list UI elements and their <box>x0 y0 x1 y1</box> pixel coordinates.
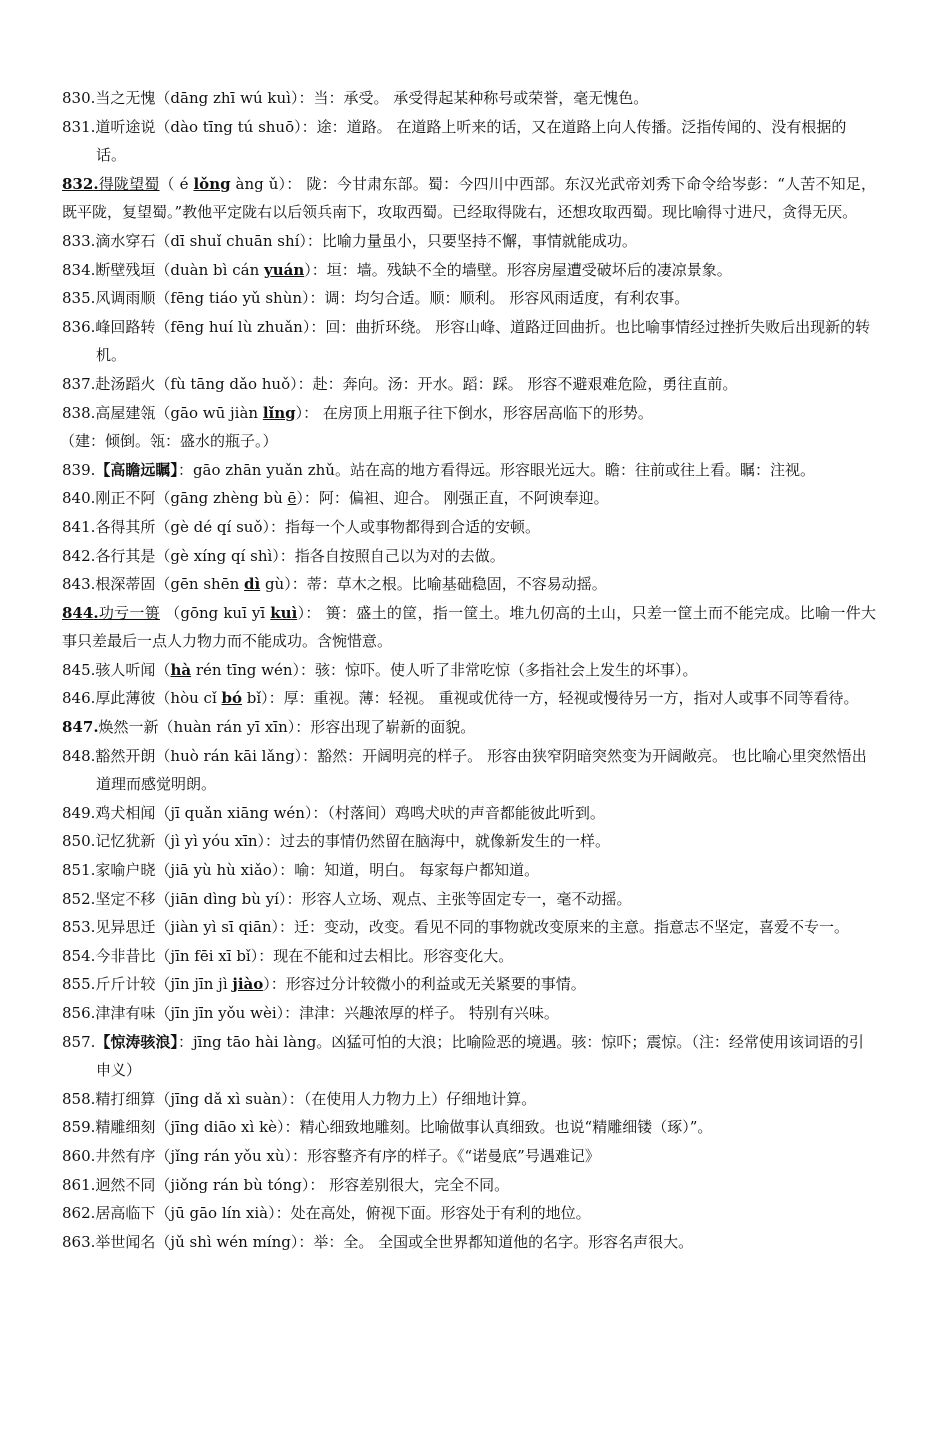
entry-text: 坚定不移（jiān dìng bù yí）：形容人立场、观点、主张等固定专一，毫不动摇。 <box>95 889 632 908</box>
entry-number: 847 <box>62 718 94 737</box>
entry-number: 843 <box>62 575 91 594</box>
emphasized-pinyin: bó <box>221 689 243 708</box>
entry-838-note: （建：倾倒。瓴：盛水的瓶子。） <box>60 432 278 451</box>
entry-number: 850 <box>62 832 91 851</box>
entry-text: ）：垣：墙。残缺不全的墙壁。形容房屋遭受破坏后的凄凉景象。 <box>304 260 732 279</box>
emphasized-pinyin: yuán <box>264 260 305 279</box>
entry-838: 838.高屋建瓴（gāo wū jiàn lǐng）： 在房顶上用瓶子往下倒水，形容居高临下的形势。 <box>62 403 653 422</box>
entry-number: 855 <box>62 975 91 994</box>
emphasized-pinyin: kuì <box>270 603 298 622</box>
emphasized-pinyin: lǒng <box>193 174 231 193</box>
emphasized-pinyin: lǐng <box>262 403 296 422</box>
entry-number: 842 <box>62 546 91 565</box>
entry-number: 846 <box>62 689 91 708</box>
entry-text: 精雕细刻（jīng diāo xì kè）：精心细致地雕刻。比喻做事认真细致。也说“精雕细镂（琢）”。 <box>95 1118 713 1137</box>
entry-833: 833.滴水穿石（dī shuǐ chuān shí）：比喻力量虽小，只要坚持不懈，事情就能成功。 <box>62 231 637 250</box>
emphasized-pinyin: jiào <box>232 975 264 994</box>
entry-number: 854 <box>62 946 91 965</box>
entry-845: 845.骇人听闻（hà rén tīng wén）：骇：惊吓。使人听了非常吃惊（多指社会上发生的坏事）。 <box>62 660 698 679</box>
entry-number: 844 <box>62 603 94 622</box>
entry-835: 835.风调雨顺（fēng tiáo yǔ shùn）：调：均匀合适。顺：顺利。 形容风雨适度，有利农事。 <box>62 289 690 308</box>
entry-text: 井然有序（jǐng rán yǒu xù）：形容整齐有序的样子。《“诺曼底”号遇难记》 <box>95 1146 600 1165</box>
entry-856: 856.津津有味（jīn jīn yǒu wèi）：津津：兴趣浓厚的样子。 特别有兴味。 <box>62 1004 559 1022</box>
entry-text: 居高临下（jū gāo lín xià）：处在高处，俯视下面。形容处于有利的地位。 <box>95 1204 591 1223</box>
entry-831: 831.道听途说（dào tīng tú shuō）：途：道路。 在道路上听来的话，又在道路上向人传播。泛指传闻的、没有根据的话。 <box>62 117 847 165</box>
entry-text: ）：形容过分计较微小的利益或无关紧要的事情。 <box>263 975 586 994</box>
entry-850: 850.记忆犹新（jì yì yóu xīn）：过去的事情仍然留在脑海中，就像新发生的一样。 <box>62 832 611 851</box>
entry-text: ：gāo zhān yuǎn zhǔ。站在高的地方看得远。形容眼光远大。瞻：往前或往上看。瞩：注视。 <box>177 460 815 479</box>
entry-836: 836.峰回路转（fēng huí lù zhuǎn）：回：曲折环绕。 形容山峰、道路迂回曲折。也比喻事情经过挫折失败后出现新的转机。 <box>62 317 871 365</box>
entry-number: 860 <box>62 1146 91 1165</box>
entry-832: 832.得陇望蜀（ é lǒng àng ǔ）： 陇：今甘肃东部。蜀：今四川中西部。东汉光武帝刘秀下命令给岑彭：“人苦不知足，既平陇，复望蜀。”教他平定陇右以后领兵南下，攻取西蜀。已经取得陇右，还想攻取西蜀。现比喻得寸进尺，贪得无厌。 <box>62 174 876 222</box>
entry-839: 839.【高瞻远瞩】：gāo zhān yuǎn zhǔ。站在高的地方看得远。形容眼光远大。瞻：往前或往上看。瞩：注视。 <box>62 460 815 479</box>
entry-text: 峰回路转（fēng huí lù zhuǎn）：回：曲折环绕。 形容山峰、道路迂回曲折。也比喻事情经过挫折失败后出现新的转机。 <box>95 317 871 365</box>
entry-855: 855.斤斤计较（jīn jīn jì jiào）：形容过分计较微小的利益或无关紧要的事情。 <box>62 975 586 994</box>
entry-text: 豁然开朗（huò rán kāi lǎng）：豁然：开阔明亮的样子。 形容由狭窄阴暗突然变为开阔敞亮。 也比喻心里突然悟出道理而感觉明朗。 <box>95 746 867 794</box>
entry-number: 838 <box>62 403 91 422</box>
entry-860: 860.井然有序（jǐng rán yǒu xù）：形容整齐有序的样子。《“诺曼底”号遇难记》 <box>62 1146 600 1165</box>
entry-number: 848 <box>62 746 91 765</box>
entry-text: 当之无愧（dāng zhī wú kuì）：当：承受。 承受得起某种称号或荣誉，毫无愧色。 <box>95 89 649 107</box>
entry-858: 858.精打细算（jīng dǎ xì suàn）：（在使用人力物力上）仔细地计算。 <box>62 1089 537 1108</box>
entry-843: 843.根深蒂固（gēn shēn dì gù）：蒂：草木之根。比喻基础稳固，不容易动摇。 <box>62 575 607 594</box>
emphasized-pinyin: hà <box>170 660 192 679</box>
entry-number: 858 <box>62 1089 91 1108</box>
entry-text: àng ǔ）： 陇：今甘肃东部。蜀：今四川中西部。东汉光武帝刘秀下命令给岑彭：“人苦不知足，既平陇，复望蜀。”教他平定陇右以后领兵南下，攻取西蜀。已经取得陇右，还想攻取西蜀。现比喻得寸进尺，贪得无厌。 <box>62 174 876 222</box>
entry-text: ）： 篑：盛土的筐，指一筐土。堆九仞高的土山，只差一筐土而不能完成。比喻一件大事只差最后一点人力物力而不能成功。含惋惜意。 <box>62 603 876 651</box>
entry-text: 焕然一新（huàn rán yī xīn）：形容出现了崭新的面貌。 <box>98 718 476 737</box>
entry-text: ：jīng tāo hài làng。凶猛可怕的大浪；比喻险恶的境遇。骇：惊吓；震惊。（注：经常使用该词语的引申义） <box>96 1032 864 1080</box>
entry-number: 845 <box>62 660 91 679</box>
entry-number: 852 <box>62 889 91 908</box>
entry-848: 848.豁然开朗（huò rán kāi lǎng）：豁然：开阔明亮的样子。 形容由狭窄阴暗突然变为开阔敞亮。 也比喻心里突然悟出道理而感觉明朗。 <box>62 746 867 794</box>
entry-number: 862 <box>62 1204 91 1223</box>
entry-text: 风调雨顺（fēng tiáo yǔ shùn）：调：均匀合适。顺：顺利。 形容风雨适度，有利农事。 <box>95 289 690 308</box>
entry-number: 830 <box>62 89 91 107</box>
entry-number: 849 <box>62 803 91 822</box>
entry-861: 861.迥然不同（jiǒng rán bù tóng）： 形容差别很大，完全不同。 <box>62 1175 510 1194</box>
entry-841: 841.各得其所（gè dé qí suǒ）：指每一个人或事物都得到合适的安顿。 <box>62 517 540 536</box>
entry-text: 精打细算（jīng dǎ xì suàn）：（在使用人力物力上）仔细地计算。 <box>95 1089 537 1108</box>
entry-text: 家喻户晓（jiā yù hù xiǎo）：喻：知道，明白。 每家每户都知道。 <box>95 861 540 880</box>
entry-text: 见异思迁（jiàn yì sī qiān）：迁：变动，改变。看见不同的事物就改变原来的主意。指意志不坚定，喜爱不专一。 <box>95 918 850 937</box>
entry-number: 840 <box>62 489 91 508</box>
entry-text: 滴水穿石（dī shuǐ chuān shí）：比喻力量虽小，只要坚持不懈，事情就能成功。 <box>95 231 637 250</box>
entry-headword: 【高瞻远瞩】 <box>95 460 178 479</box>
entry-text: 鸡犬相闻（jī quǎn xiāng wén）：（村落间）鸡鸣犬吠的声音都能彼此听到。 <box>95 803 605 822</box>
entry-text: ）：阿：偏袒、迎合。 刚强正直，不阿谀奉迎。 <box>296 489 609 508</box>
entry-851: 851.家喻户晓（jiā yù hù xiǎo）：喻：知道，明白。 每家每户都知道。 <box>62 861 540 880</box>
entry-853: 853.见异思迁（jiàn yì sī qiān）：迁：变动，改变。看见不同的事物就改变原来的主意。指意志不坚定，喜爱不专一。 <box>62 918 850 937</box>
entry-854: 854.今非昔比（jīn fēi xī bǐ）：现在不能和过去相比。形容变化大。 <box>62 946 514 965</box>
entry-text: 举世闻名（jǔ shì wén míng）：举：全。 全国或全世界都知道他的名字。形容名声很大。 <box>95 1232 694 1251</box>
entry-849: 849.鸡犬相闻（jī quǎn xiāng wén）：（村落间）鸡鸣犬吠的声音都能彼此听到。 <box>62 803 605 822</box>
entry-text: ）： 在房顶上用瓶子往下倒水，形容居高临下的形势。 <box>295 403 653 422</box>
entry-text: 道听途说（dào tīng tú shuō）：途：道路。 在道路上听来的话，又在道路上向人传播。泛指传闻的、没有根据的话。 <box>95 117 847 165</box>
entry-863: 863.举世闻名（jǔ shì wén míng）：举：全。 全国或全世界都知道他的名字。形容名声很大。 <box>62 1232 694 1251</box>
entry-number: 837 <box>62 374 91 393</box>
entry-859: 859.精雕细刻（jīng diāo xì kè）：精心细致地雕刻。比喻做事认真细致。也说“精雕细镂（琢）”。 <box>62 1118 713 1137</box>
entry-837: 837.赴汤蹈火（fù tāng dǎo huǒ）：赴：奔向。汤：开水。蹈：踩。 形容不避艰难危险，勇往直前。 <box>62 374 738 393</box>
entry-number: 831 <box>62 117 91 136</box>
entry-text: 赴汤蹈火（fù tāng dǎo huǒ）：赴：奔向。汤：开水。蹈：踩。 形容不避艰难危险，勇往直前。 <box>95 374 738 393</box>
entry-840: 840.刚正不阿（gāng zhèng bù ē）：阿：偏袒、迎合。 刚强正直，不阿谀奉迎。 <box>62 489 609 508</box>
entry-text: 记忆犹新（jì yì yóu xīn）：过去的事情仍然留在脑海中，就像新发生的一样。 <box>95 832 611 851</box>
entry-number: 863 <box>62 1232 91 1251</box>
entry-headword: 功亏一篑 <box>98 603 161 622</box>
entry-text: 各得其所（gè dé qí suǒ）：指每一个人或事物都得到合适的安顿。 <box>95 517 540 536</box>
entry-text: bǐ）：厚：重视。薄：轻视。 重视或优待一方，轻视或慢待另一方，指对人或事不同等看待。 <box>242 689 859 708</box>
entry-number: 841 <box>62 517 91 536</box>
entry-847: 847.焕然一新（huàn rán yī xīn）：形容出现了崭新的面貌。 <box>62 718 476 737</box>
entry-844: 844.功亏一篑 （gōng kuī yī kuì）： 篑：盛土的筐，指一筐土。堆九仞高的土山，只差一筐土而不能完成。比喻一件大事只差最后一点人力物力而不能成功。含惋惜意。 <box>62 603 876 651</box>
entry-text: rén tīng wén）：骇：惊吓。使人听了非常吃惊（多指社会上发生的坏事）。 <box>191 660 698 679</box>
entry-text: 迥然不同（jiǒng rán bù tóng）： 形容差别很大，完全不同。 <box>95 1175 510 1194</box>
entry-852: 852.坚定不移（jiān dìng bù yí）：形容人立场、观点、主张等固定专一，毫不动摇。 <box>62 889 632 908</box>
emphasized-pinyin: ē <box>287 489 297 508</box>
entry-text: gù）：蒂：草木之根。比喻基础稳固，不容易动摇。 <box>260 575 607 594</box>
entry-text: 今非昔比（jīn fēi xī bǐ）：现在不能和过去相比。形容变化大。 <box>95 946 514 965</box>
entry-number: 836 <box>62 317 91 336</box>
entry-number: 859 <box>62 1118 91 1137</box>
entry-857: 857.【惊涛骇浪】：jīng tāo hài làng。凶猛可怕的大浪；比喻险恶的境遇。骇：惊吓；震惊。（注：经常使用该词语的引申义） <box>62 1032 864 1080</box>
entry-headword: 得陇望蜀 <box>98 174 160 193</box>
entry-number: 856 <box>62 1004 91 1022</box>
entry-862: 862.居高临下（jū gāo lín xià）：处在高处，俯视下面。形容处于有利的地位。 <box>62 1204 591 1223</box>
entry-number: 853 <box>62 918 91 937</box>
entry-number: 834 <box>62 260 91 279</box>
entry-number: 832 <box>62 174 94 193</box>
entry-number: 857 <box>62 1032 91 1051</box>
emphasized-pinyin: dì <box>244 575 261 594</box>
entry-text: 津津有味（jīn jīn yǒu wèi）：津津：兴趣浓厚的样子。 特别有兴味。 <box>95 1004 559 1022</box>
entry-number: 839 <box>62 460 91 479</box>
entry-846: 846.厚此薄彼（hòu cǐ bó bǐ）：厚：重视。薄：轻视。 重视或优待一方，轻视或慢待另一方，指对人或事不同等看待。 <box>62 689 859 708</box>
entry-834: 834.断壁残垣（duàn bì cán yuán）：垣：墙。残缺不全的墙壁。形容房屋遭受破坏后的凄凉景象。 <box>62 260 732 279</box>
entry-number: 833 <box>62 231 91 250</box>
entry-number: 835 <box>62 289 91 308</box>
entry-number: 851 <box>62 861 91 880</box>
entry-830: 830.当之无愧（dāng zhī wú kuì）：当：承受。 承受得起某种称号或荣誉，毫无愧色。 <box>62 89 649 107</box>
entry-842: 842.各行其是（gè xíng qí shì）：指各自按照自己以为对的去做。 <box>62 546 505 565</box>
entry-text: 各行其是（gè xíng qí shì）：指各自按照自己以为对的去做。 <box>95 546 505 565</box>
entry-headword: 【惊涛骇浪】 <box>95 1032 178 1051</box>
entry-number: 861 <box>62 1175 91 1194</box>
